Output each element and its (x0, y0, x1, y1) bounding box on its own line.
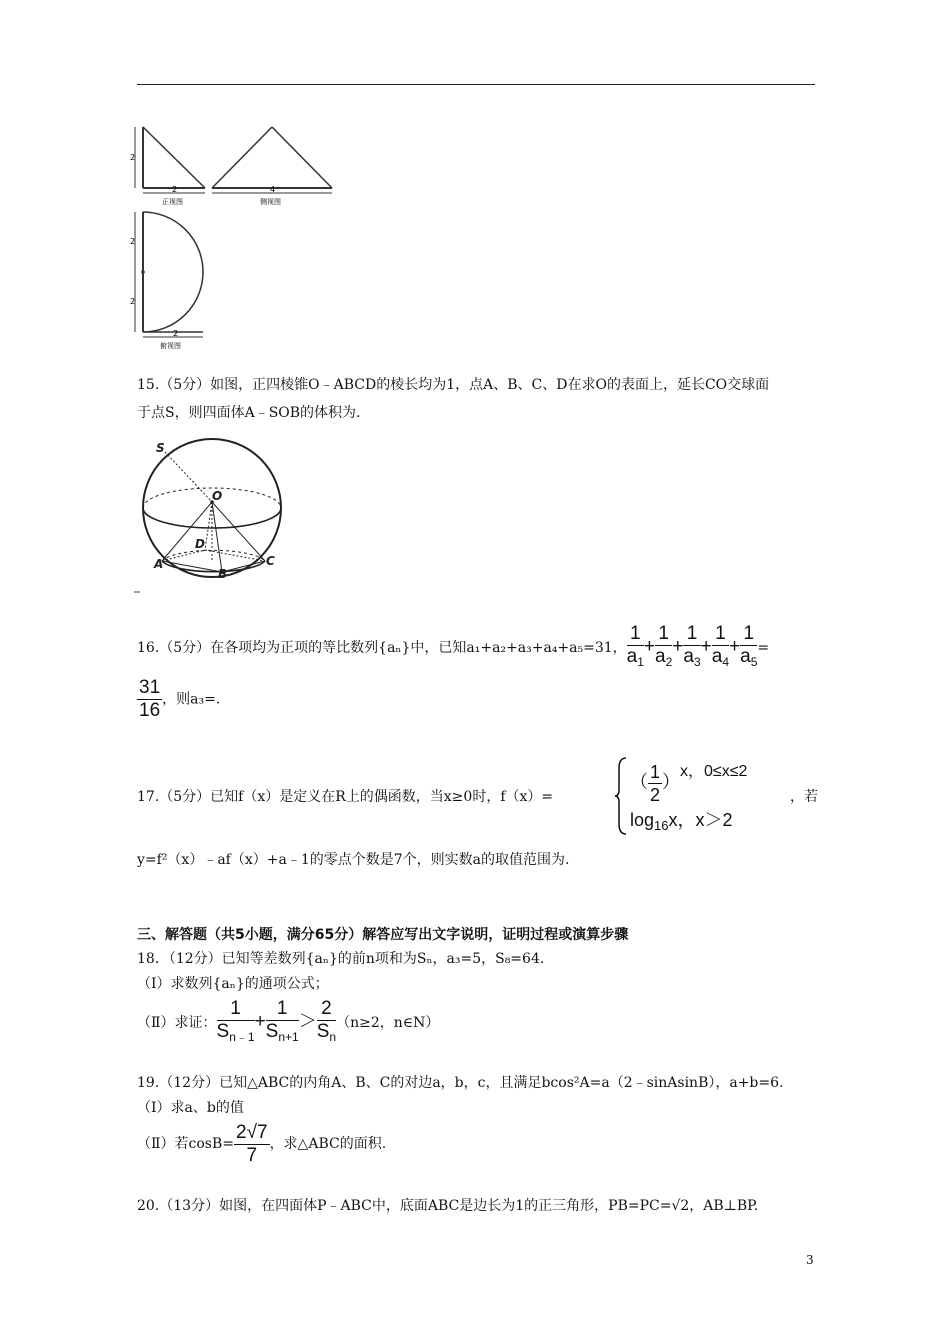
q16-frac-2: $\frac{1}{a_2}$ (655, 623, 673, 669)
three-view-figure (128, 120, 343, 352)
q19-part2: （Ⅱ）若cosB= $\frac{2√7}{7}$ ，求△ABC的面积. (137, 1121, 387, 1166)
label-C: C (266, 554, 275, 568)
q16-rhs-frac: $\frac{31}{16}$ (139, 677, 161, 721)
q15-line1: 15.（5分）如图，正四棱锥O﹣ABCD的棱长均为1，点A、B、C、D在求O的表面上，延长CO交球面 (137, 377, 770, 393)
q18-line1: 18．（12分）已知等差数列{aₙ}的前n项和为Sₙ，a₃=5，S₈=64. (137, 951, 545, 967)
q16-prefix: 16.（5分）在各项均为正项的等比数列{aₙ}中，已知a₁+a₂+a₃+a₄+a₅=31， (137, 640, 627, 656)
q16-line2 (137, 677, 220, 722)
q17-case1: （ $\frac{1}{2}$ ）x，0≤x≤2 (630, 761, 748, 805)
q20-line1: 20.（13分）如图，在四面体P﹣ABC中，底面ABC是边长为1的正三角形，PB=PC=√2，AB⊥BP. (137, 1198, 759, 1214)
q17-case2: $\log_{16}x$，x＞2 (630, 810, 733, 833)
q17-prefix: 17.（5分）已知f（x）是定义在R上的偶函数，当x≥0时，f（x）= (137, 789, 554, 805)
q16-line1: 16.（5分）在各项均为正项的等比数列{aₙ}中，已知a₁+a₂+a₃+a₄+a₅=31， $\frac{1}{a_1}$ + $\frac{1}{a_2}$ + $\frac{1}{a_3}$ + $\frac{1}{a_4}$ + $\frac{1}{a_5}$ = (137, 622, 769, 674)
label-A: A (154, 557, 164, 571)
label-D: D (195, 537, 205, 551)
q17-line2: y=f²（x）﹣af（x）+a﹣1的零点个数是7个，则实数a的取值范围为. (137, 852, 570, 868)
front-height-label: 2 (130, 153, 136, 162)
front-view-caption: 正视图 (162, 198, 183, 206)
q16-frac-3: $\frac{1}{a_3}$ (683, 623, 701, 669)
label-S: S (156, 441, 165, 455)
q19-part1: （Ⅰ）求a、b的值 (137, 1100, 244, 1116)
q18-part1: （Ⅰ）求数列{aₙ}的通项公式； (137, 976, 329, 992)
q16-frac-1: $\frac{1}{a_1}$ (626, 623, 644, 669)
page-number: 3 (806, 1253, 814, 1267)
q19-line1: 19.（12分）已知△ABC的内角A、B、C的对边a，b，c，且满足bcos²A=a（2﹣sinAsinB），a+b=6. (137, 1075, 784, 1091)
section3-heading: 三、解答题（共5小题，满分65分）解答应写出文字说明，证明过程或演算步骤 (137, 927, 629, 943)
q16-frac-5: $\frac{1}{a_5}$ (740, 623, 758, 669)
q16-frac-4: $\frac{1}{a_4}$ (711, 623, 730, 669)
q18-part2: （Ⅱ）求证： $\frac{1}{S_{n﹣1}}$ + $\frac{1}{S_{n+1}}$ ＞ $\frac{2}{S_n}$ （n≥2，n∈N） (137, 996, 439, 1046)
top-width-label: 2 (173, 329, 179, 338)
q18-frac-3: $\frac{2}{S_n}$ (316, 998, 337, 1044)
q16-suffix: ，则a₃=. (162, 691, 221, 708)
q17-suffix: ，若 (790, 789, 818, 805)
side-view-caption: 侧视图 (260, 198, 281, 206)
sphere-pyramid-figure (132, 430, 292, 598)
q18-frac-2: $\frac{1}{S_{n+1}}$ (265, 998, 299, 1044)
top-height-label-1: 2 (130, 237, 136, 246)
label-O: O (212, 489, 223, 503)
front-width-label: 2 (172, 185, 178, 194)
label-B: B (218, 567, 228, 581)
side-width-label: 4 (270, 185, 276, 194)
q19-frac: $\frac{2√7}{7}$ (236, 1121, 268, 1166)
header-rule (137, 84, 815, 85)
q15-line2: 于点S，则四面体A﹣SOB的体积为. (137, 405, 361, 421)
q18-frac-1: $\frac{1}{S_{n﹣1}}$ (216, 998, 255, 1044)
q17-brace (614, 756, 628, 836)
top-view-caption: 俯视图 (160, 342, 181, 350)
top-height-label-2: 2 (130, 297, 136, 306)
